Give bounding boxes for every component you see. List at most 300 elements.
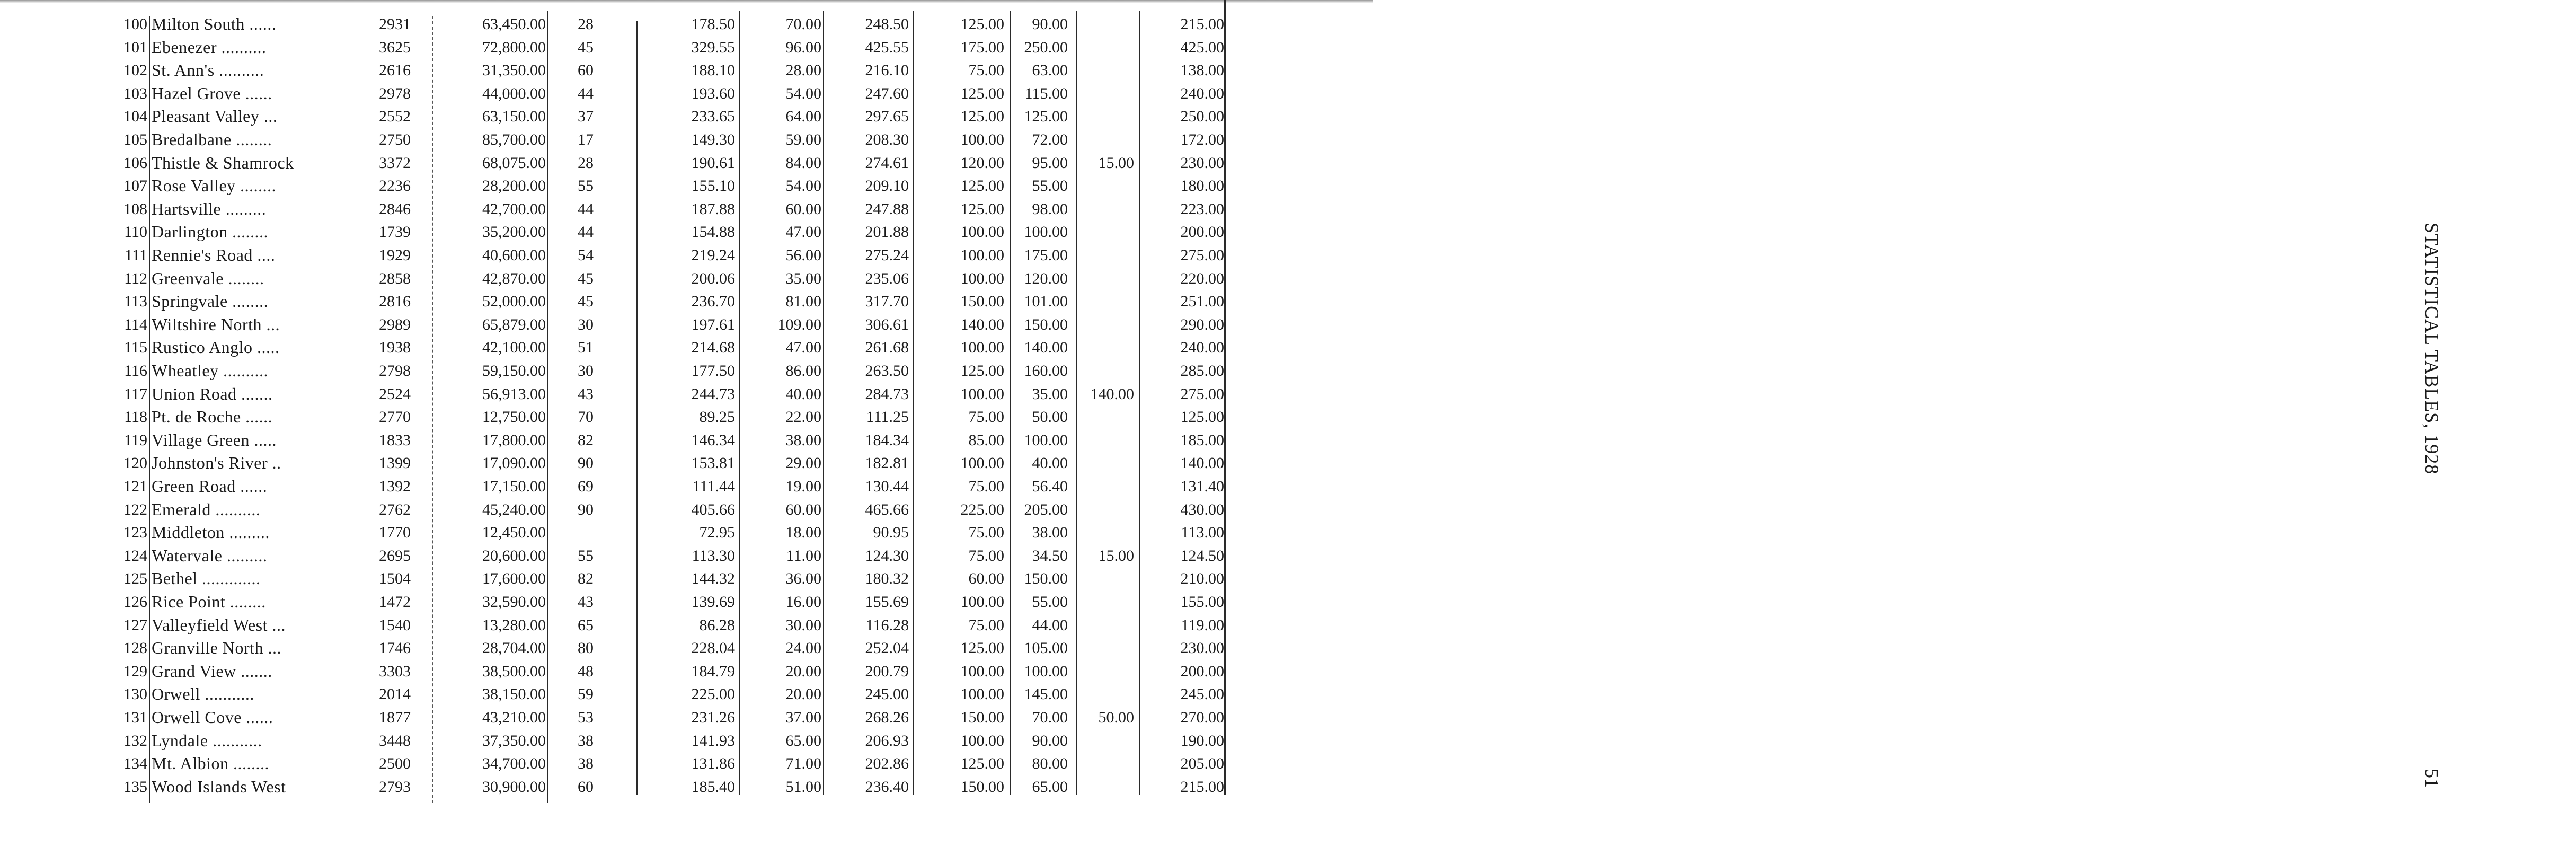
district-name: Valleyfield West ...	[152, 615, 286, 634]
amount-c-cell: 206.93	[865, 731, 909, 750]
amount-g-cell: 230.00	[1180, 154, 1224, 172]
table-row	[0, 683, 1373, 706]
amount-b-cell: 51.00	[785, 778, 821, 796]
district-name: Green Road ......	[152, 477, 268, 496]
amount-g-cell: 230.00	[1180, 639, 1224, 657]
amount-e-cell: 40.00	[1032, 454, 1068, 472]
amount-a-cell: 225.00	[691, 685, 735, 703]
amount-g-cell: 172.00	[1180, 131, 1224, 148]
amount-g-cell: 113.00	[1181, 524, 1224, 542]
days-cell: 54	[578, 246, 594, 264]
amount-f-cell	[1076, 590, 1134, 613]
amount-b-cell: 29.00	[785, 454, 821, 472]
amount-c-cell: 245.00	[865, 685, 909, 703]
amount-b-cell: 81.00	[785, 293, 821, 311]
population-cell: 1392	[379, 478, 411, 495]
days-cell: 28	[578, 15, 594, 33]
district-number: 115	[124, 339, 147, 357]
amount-g-cell: 140.00	[1180, 454, 1224, 472]
amount-e-cell: 160.00	[1024, 362, 1068, 380]
amount-b-cell: 18.00	[785, 524, 821, 542]
population-cell: 2858	[379, 269, 411, 287]
amount-b-cell: 16.00	[785, 593, 821, 611]
days-cell: 60	[578, 778, 594, 796]
population-cell: 2236	[379, 177, 411, 195]
amount-c-cell: 201.88	[865, 223, 909, 241]
days-cell: 82	[578, 570, 594, 588]
district-number: 135	[123, 778, 147, 796]
amount-d-cell: 150.00	[960, 709, 1004, 726]
amount-g-cell: 251.00	[1180, 293, 1224, 311]
amount-a-cell: 154.88	[691, 223, 735, 241]
amount-e-cell: 65.00	[1032, 778, 1068, 796]
amount-f-cell	[1076, 498, 1134, 521]
days-cell: 70	[578, 408, 594, 426]
amount-g-cell: 240.00	[1180, 84, 1224, 102]
table-row	[0, 267, 1373, 290]
population-cell: 2770	[379, 408, 411, 426]
days-cell: 90	[578, 454, 594, 472]
amount-e-cell: 175.00	[1024, 246, 1068, 264]
amount-e-cell: 150.00	[1024, 315, 1068, 333]
population-cell: 2931	[379, 15, 411, 33]
amount-a-cell: 72.95	[699, 524, 735, 542]
district-number: 113	[124, 293, 147, 311]
district-name: Greenvale ........	[152, 268, 264, 288]
amount-f-cell	[1076, 244, 1134, 267]
amount-a-cell: 214.68	[691, 339, 735, 357]
amount-e-cell: 120.00	[1024, 269, 1068, 287]
amount-a-cell: 184.79	[691, 662, 735, 680]
population-cell: 2816	[379, 293, 411, 311]
district-name: Rennie's Road ....	[152, 245, 276, 265]
amount-f-cell	[1076, 405, 1134, 428]
amount-e-cell: 145.00	[1024, 685, 1068, 703]
amount-c-cell: 248.50	[865, 15, 909, 33]
amount-b-cell: 11.00	[786, 546, 821, 565]
amount-a-cell: 149.30	[691, 131, 735, 148]
amount-d-cell: 100.00	[960, 246, 1004, 264]
amount-f-cell	[1076, 614, 1134, 637]
days-cell: 51	[578, 339, 594, 357]
table-row	[0, 383, 1373, 405]
amount-e-cell: 90.00	[1032, 731, 1068, 750]
days-cell: 45	[578, 269, 594, 287]
amount-d-cell: 75.00	[968, 478, 1004, 495]
valuation-cell: 17,600.00	[482, 570, 546, 588]
amount-g-cell: 215.00	[1180, 778, 1224, 796]
table-row	[0, 36, 1373, 59]
amount-c-cell: 124.30	[865, 546, 909, 565]
population-cell: 1929	[379, 246, 411, 264]
amount-f-cell	[1076, 429, 1134, 452]
table-row	[0, 590, 1373, 613]
table-row	[0, 405, 1373, 428]
amount-g-cell: 125.00	[1180, 408, 1224, 426]
population-cell: 1877	[379, 709, 411, 726]
amount-c-cell: 116.28	[865, 616, 909, 634]
district-number: 130	[123, 685, 147, 703]
amount-b-cell: 64.00	[785, 108, 821, 126]
amount-b-cell: 22.00	[785, 408, 821, 426]
table-row	[0, 429, 1373, 452]
amount-d-cell: 125.00	[960, 177, 1004, 195]
days-cell: 55	[578, 546, 594, 565]
table-row	[0, 752, 1373, 775]
amount-g-cell: 205.00	[1180, 755, 1224, 773]
amount-c-cell: 284.73	[865, 385, 909, 403]
district-number: 124	[123, 546, 147, 565]
amount-b-cell: 56.00	[785, 246, 821, 264]
amount-d-cell: 125.00	[960, 84, 1004, 102]
district-name: Hartsville .........	[152, 199, 267, 218]
district-number: 117	[124, 385, 147, 403]
district-name: Emerald ..........	[152, 499, 261, 519]
valuation-cell: 40,600.00	[482, 246, 546, 264]
amount-b-cell: 37.00	[785, 709, 821, 726]
valuation-cell: 85,700.00	[482, 131, 546, 148]
page-title: STATISTICAL TABLES, 1928	[2421, 223, 2442, 475]
district-number: 126	[123, 593, 147, 611]
amount-e-cell: 140.00	[1024, 339, 1068, 357]
amount-a-cell: 405.66	[691, 500, 735, 518]
amount-b-cell: 60.00	[785, 500, 821, 518]
amount-g-cell: 200.00	[1180, 662, 1224, 680]
valuation-cell: 65,879.00	[482, 315, 546, 333]
amount-e-cell: 150.00	[1024, 570, 1068, 588]
district-number: 114	[124, 315, 147, 333]
population-cell: 1739	[379, 223, 411, 241]
valuation-cell: 56,913.00	[482, 385, 546, 403]
valuation-cell: 68,075.00	[482, 154, 546, 172]
district-name: Lyndale ...........	[152, 730, 262, 750]
amount-e-cell: 115.00	[1024, 84, 1068, 102]
amount-d-cell: 150.00	[960, 293, 1004, 311]
days-cell: 30	[578, 362, 594, 380]
days-cell: 69	[578, 478, 594, 495]
amount-b-cell: 40.00	[785, 385, 821, 403]
amount-f-cell	[1076, 336, 1134, 359]
amount-c-cell: 202.86	[865, 755, 909, 773]
district-name: Middleton .........	[152, 523, 270, 542]
amount-c-cell: 247.88	[865, 200, 909, 218]
population-cell: 1399	[379, 454, 411, 472]
amount-d-cell: 120.00	[960, 154, 1004, 172]
days-cell: 60	[578, 61, 594, 80]
amount-a-cell: 233.65	[691, 108, 735, 126]
amount-c-cell: 111.25	[866, 408, 909, 426]
amount-a-cell: 139.69	[691, 593, 735, 611]
amount-a-cell: 153.81	[691, 454, 735, 472]
amount-e-cell: 100.00	[1024, 662, 1068, 680]
valuation-cell: 28,704.00	[482, 639, 546, 657]
amount-a-cell: 131.86	[691, 755, 735, 773]
amount-d-cell: 175.00	[960, 38, 1004, 56]
amount-c-cell: 182.81	[865, 454, 909, 472]
amount-e-cell: 34.50	[1032, 546, 1068, 565]
valuation-cell: 38,150.00	[482, 685, 546, 703]
district-number: 112	[124, 269, 147, 287]
population-cell: 2695	[379, 546, 411, 565]
amount-d-cell: 100.00	[960, 593, 1004, 611]
amount-e-cell: 105.00	[1024, 639, 1068, 657]
table-row	[0, 637, 1373, 659]
amount-e-cell: 250.00	[1024, 38, 1068, 56]
amount-c-cell: 184.34	[865, 431, 909, 449]
amount-d-cell: 75.00	[968, 616, 1004, 634]
days-cell: 65	[578, 616, 594, 634]
amount-g-cell: 250.00	[1180, 108, 1224, 126]
table-row	[0, 221, 1373, 243]
population-cell: 1472	[379, 593, 411, 611]
amount-b-cell: 54.00	[785, 84, 821, 102]
valuation-cell: 31,350.00	[482, 61, 546, 80]
district-name: Grand View .......	[152, 661, 272, 681]
table-row	[0, 359, 1373, 382]
amount-e-cell: 50.00	[1032, 408, 1068, 426]
amount-a-cell: 86.28	[699, 616, 735, 634]
amount-d-cell: 125.00	[960, 108, 1004, 126]
district-name: Orwell ...........	[152, 684, 254, 704]
district-number: 104	[123, 108, 147, 126]
amount-g-cell: 290.00	[1180, 315, 1224, 333]
amount-f-cell	[1076, 567, 1134, 590]
population-cell: 3625	[379, 38, 411, 56]
amount-f-cell	[1076, 82, 1134, 105]
amount-g-cell: 275.00	[1180, 385, 1224, 403]
days-cell: 82	[578, 431, 594, 449]
amount-e-cell: 70.00	[1032, 709, 1068, 726]
amount-f-cell	[1076, 521, 1134, 544]
page-number: 51	[2421, 769, 2442, 788]
amount-b-cell: 28.00	[785, 61, 821, 80]
amount-g-cell: 180.00	[1180, 177, 1224, 195]
district-number: 128	[123, 639, 147, 657]
amount-g-cell: 185.00	[1180, 431, 1224, 449]
district-name: Darlington ........	[152, 222, 269, 242]
population-cell: 3448	[379, 731, 411, 750]
district-number: 132	[123, 731, 147, 750]
amount-c-cell: 209.10	[865, 177, 909, 195]
table-row	[0, 729, 1373, 752]
amount-d-cell: 150.00	[960, 778, 1004, 796]
amount-c-cell: 247.60	[865, 84, 909, 102]
amount-f-cell	[1076, 752, 1134, 775]
district-number: 134	[123, 755, 147, 773]
amount-g-cell: 190.00	[1180, 731, 1224, 750]
amount-a-cell: 188.10	[691, 61, 735, 80]
district-name: Granville North ...	[152, 638, 281, 658]
amount-d-cell: 125.00	[960, 200, 1004, 218]
district-name: Springvale ........	[152, 292, 269, 311]
amount-b-cell: 59.00	[785, 131, 821, 148]
amount-a-cell: 200.06	[691, 269, 735, 287]
amount-d-cell: 100.00	[960, 454, 1004, 472]
table-row	[0, 521, 1373, 544]
days-cell: 55	[578, 177, 594, 195]
amount-e-cell: 95.00	[1032, 154, 1068, 172]
amount-a-cell: 155.10	[691, 177, 735, 195]
amount-b-cell: 19.00	[785, 478, 821, 495]
district-number: 129	[123, 662, 147, 680]
amount-e-cell: 35.00	[1032, 385, 1068, 403]
amount-c-cell: 216.10	[865, 61, 909, 80]
valuation-cell: 63,450.00	[482, 15, 546, 33]
days-cell: 38	[578, 755, 594, 773]
amount-d-cell: 140.00	[960, 315, 1004, 333]
table-row	[0, 452, 1373, 474]
days-cell: 44	[578, 200, 594, 218]
amount-a-cell: 244.73	[691, 385, 735, 403]
district-number: 101	[123, 38, 147, 56]
district-name: Wood Islands West	[152, 777, 286, 796]
amount-a-cell: 187.88	[691, 200, 735, 218]
amount-e-cell: 90.00	[1032, 15, 1068, 33]
days-cell: 80	[578, 639, 594, 657]
population-cell: 2014	[379, 685, 411, 703]
table-row	[0, 13, 1373, 36]
days-cell: 43	[578, 385, 594, 403]
population-cell: 1504	[379, 570, 411, 588]
table-row	[0, 775, 1373, 798]
district-number: 120	[123, 454, 147, 472]
table-row	[0, 290, 1373, 313]
amount-c-cell: 274.61	[865, 154, 909, 172]
table-row	[0, 174, 1373, 197]
amount-g-cell: 124.50	[1180, 546, 1224, 565]
district-name: Union Road .......	[152, 384, 273, 403]
population-cell: 2798	[379, 362, 411, 380]
population-cell: 2500	[379, 755, 411, 773]
days-cell: 28	[578, 154, 594, 172]
valuation-cell: 63,150.00	[482, 108, 546, 126]
amount-f-cell	[1076, 267, 1134, 290]
amount-c-cell: 268.26	[865, 709, 909, 726]
district-name: Ebenezer ..........	[152, 37, 267, 57]
amount-a-cell: 146.34	[691, 431, 735, 449]
district-number: 131	[123, 709, 147, 726]
amount-f-cell	[1076, 475, 1134, 498]
amount-c-cell: 306.61	[865, 315, 909, 333]
amount-d-cell: 75.00	[968, 408, 1004, 426]
amount-c-cell: 425.55	[865, 38, 909, 56]
amount-d-cell: 100.00	[960, 269, 1004, 287]
amount-c-cell: 317.70	[865, 293, 909, 311]
amount-b-cell: 60.00	[785, 200, 821, 218]
valuation-cell: 42,870.00	[482, 269, 546, 287]
district-name: Watervale .........	[152, 545, 268, 565]
amount-c-cell: 465.66	[865, 500, 909, 518]
district-name: Hazel Grove ......	[152, 83, 272, 103]
district-name: Mt. Albion ........	[152, 754, 269, 773]
table-row	[0, 313, 1373, 336]
amount-b-cell: 20.00	[785, 662, 821, 680]
population-cell: 3303	[379, 662, 411, 680]
amount-f-cell	[1076, 775, 1134, 798]
amount-c-cell: 263.50	[865, 362, 909, 380]
amount-f-cell	[1076, 313, 1134, 336]
amount-e-cell: 63.00	[1032, 61, 1068, 80]
district-name: Milton South ......	[152, 14, 277, 33]
amount-b-cell: 65.00	[785, 731, 821, 750]
days-cell: 53	[578, 709, 594, 726]
amount-b-cell: 20.00	[785, 685, 821, 703]
amount-g-cell: 119.00	[1181, 616, 1224, 634]
district-name: Wiltshire North ...	[152, 314, 280, 334]
amount-a-cell: 219.24	[691, 246, 735, 264]
amount-d-cell: 125.00	[960, 15, 1004, 33]
days-cell: 44	[578, 84, 594, 102]
district-number: 105	[123, 131, 147, 148]
table-row	[0, 336, 1373, 359]
table-row	[0, 498, 1373, 521]
population-cell: 2616	[379, 61, 411, 80]
amount-g-cell: 275.00	[1180, 246, 1224, 264]
amount-b-cell: 35.00	[785, 269, 821, 287]
table-row	[0, 660, 1373, 683]
population-cell: 1938	[379, 339, 411, 357]
valuation-cell: 59,150.00	[482, 362, 546, 380]
population-cell: 2846	[379, 200, 411, 218]
amount-a-cell: 113.30	[692, 546, 735, 565]
district-number: 119	[124, 431, 147, 449]
amount-b-cell: 70.00	[785, 15, 821, 33]
amount-c-cell: 236.40	[865, 778, 909, 796]
amount-b-cell: 84.00	[785, 154, 821, 172]
amount-d-cell: 100.00	[960, 131, 1004, 148]
valuation-cell: 20,600.00	[482, 546, 546, 565]
amount-d-cell: 100.00	[960, 339, 1004, 357]
amount-f-cell	[1076, 59, 1134, 82]
district-name: Bredalbane ........	[152, 130, 272, 149]
amount-g-cell: 245.00	[1180, 685, 1224, 703]
amount-a-cell: 329.55	[691, 38, 735, 56]
district-name: Pt. de Roche ......	[152, 407, 273, 427]
table-row	[0, 567, 1373, 590]
district-number: 123	[123, 524, 147, 542]
amount-g-cell: 138.00	[1180, 61, 1224, 80]
amount-b-cell: 30.00	[785, 616, 821, 634]
amount-d-cell: 75.00	[968, 61, 1004, 80]
table-row	[0, 475, 1373, 498]
amount-f-cell	[1076, 221, 1134, 243]
amount-a-cell: 89.25	[699, 408, 735, 426]
district-number: 118	[124, 408, 147, 426]
table-row	[0, 706, 1373, 729]
amount-g-cell: 210.00	[1180, 570, 1224, 588]
district-number: 106	[123, 154, 147, 172]
district-number: 111	[125, 246, 147, 264]
days-cell: 30	[578, 315, 594, 333]
days-cell: 17	[578, 131, 594, 148]
amount-g-cell: 240.00	[1180, 339, 1224, 357]
valuation-cell: 52,000.00	[482, 293, 546, 311]
amount-b-cell: 109.00	[777, 315, 821, 333]
table-row	[0, 82, 1373, 105]
amount-g-cell: 223.00	[1180, 200, 1224, 218]
amount-c-cell: 90.95	[873, 524, 909, 542]
valuation-cell: 44,000.00	[482, 84, 546, 102]
amount-f-cell	[1076, 36, 1134, 59]
amount-d-cell: 85.00	[968, 431, 1004, 449]
amount-c-cell: 252.04	[865, 639, 909, 657]
district-name: Bethel .............	[152, 569, 261, 588]
amount-f-cell	[1076, 128, 1134, 151]
population-cell: 2978	[379, 84, 411, 102]
amount-f-cell	[1076, 290, 1134, 313]
district-number: 103	[123, 84, 147, 102]
valuation-cell: 72,800.00	[482, 38, 546, 56]
